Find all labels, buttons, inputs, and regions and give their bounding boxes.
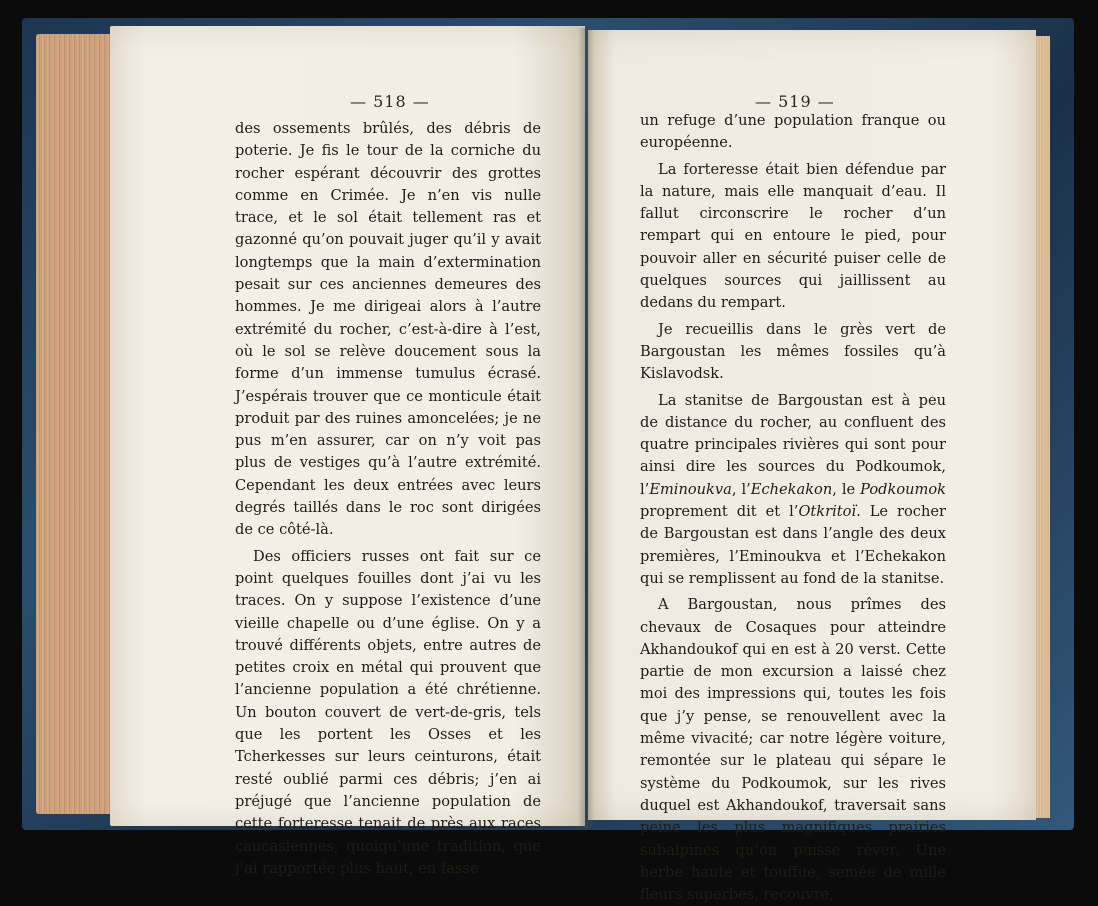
right-paragraph-3: Je recueillis dans le grès vert de Bargoustan les mêmes fossiles qu’à Kislavodsk. [640,320,946,383]
right-page-text [640,110,946,906]
right-paragraph-1: un refuge d’une population franque ou européenne. [640,112,946,152]
river-eminoukva: Eminoukva [649,480,732,498]
book-gutter [578,28,594,828]
right-paragraph-5: A Bargoustan, nous prîmes des chevaux de Cosaques pour atteindre Akhandoukof qui en est à 20 verst. Cette partie de mon excursion a laissé chez moi des impressions qui, toutes les fois que j’y pense, se renouvellent avec la même vivacité; car notre légère voiture, remontée sur le plateau qui sépare le système du Podkoumok, sur les rives duquel est Akhandoukof, traversait sans peine les plus magnifiques prairies subalpines qu’on puisse rêver. Une herbe haute et touffue, semée de mille fleurs superbes, recouvre, [640,596,946,904]
river-podkoumok: Podkoumok [860,480,946,498]
p4-text-e: . Le rocher de Bargoustan est dans l’angle des deux premières, l’Eminoukva et l’Echekakon qui se remplissent au fond de la stanitse. [640,503,946,587]
left-paragraph-2: Des officiers russes ont fait sur ce point quelques fouilles dont j’ai vu les traces. On y suppose l’existence d’une vieille chapelle ou d’une église. On y a trouvé différents objets, entre autres de petites croix en métal qui prouvent que l’ancienne population a été chrétienne. Un bouton couvert de vert-de-gris, tels que les portent les Osses et les Tcherkesses sur leurs ceinturons, était resté oublié parmi ces débris; j’en ai préjugé que l’ancienne population de cette forteresse tenait de près aux races caucasiennes, quoiqu’une tradition, que j’ai rapportée plus haut, en fasse [235,547,541,877]
page-edges-left [36,34,116,814]
left-page-number: — 518 — [350,92,430,111]
river-otkritoi: Otkritoï [798,503,857,521]
left-paragraph-1: des ossements brûlés, des débris de poterie. Je fis le tour de la corniche du rocher espérant découvrir des grottes comme en Crimée. Je n’en vis nulle trace, et le sol était tellement ras et gazonné qu’on pouvait juger qu’il y avait longtemps que la main d’extermination pesait sur ces anciennes demeures des hommes. Je me dirigeai alors à l’autre extrémité du rocher, c’est-à-dire à l’est, où le sol se relève doucement sous la forme d’un immense tumulus écrasé. J’espérais trouver que ce monticule était produit par des ruines amoncelées; je ne pus m’en assurer, car on n’y voit pas plus de vestiges qu’à l’autre extrémité. Cependant les deux entrées avec leurs degrés taillés dans le roc sont dirigées de ce côté-là. [235,120,541,539]
p4-text-c: , le [832,480,861,498]
left-page-text [235,118,541,880]
p4-text-a: La stanitse de Bargoustan est à peu de distance du rocher, au confluent des quatre principales rivières qui sont pour ainsi dire les sources du Podkoumok, l’ [640,391,946,498]
p4-text-d: proprement dit et l’ [640,503,799,521]
river-echekakon: Echekakon [750,480,833,498]
right-paragraph-2: La forteresse était bien défendue par la nature, mais elle manquait d’eau. Il fallut circonscrire le rocher d’un rempart qui en entoure le pied, pour pouvoir aller en sécurité puiser celle de quelques sources qui jaillissent au dedans du rempart. [640,160,946,312]
right-paragraph-4 [640,390,946,591]
right-page-number: — 519 — [755,92,835,111]
p4-text-b: , l’ [731,480,751,498]
